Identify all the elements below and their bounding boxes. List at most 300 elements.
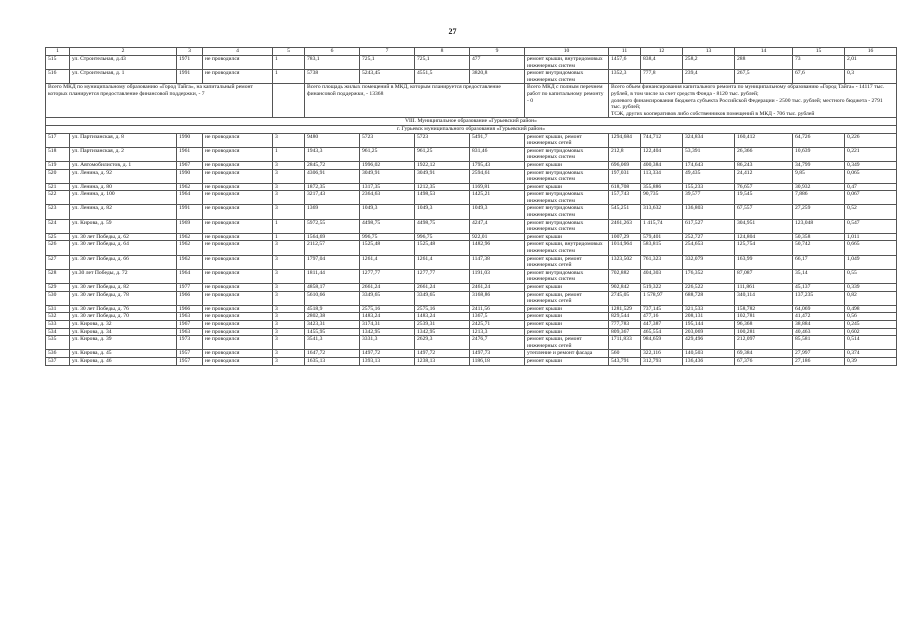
cell-area_res: 3331,3 <box>360 336 415 350</box>
cell-v12: 404,303 <box>641 269 683 283</box>
cell-v14: 212,097 <box>735 336 793 350</box>
cell-addr: ул. 30 лет Победы, д. 76 <box>70 305 177 313</box>
cell-work: утепление и ремонт фасада <box>525 350 609 358</box>
cell-addr: ул. 30 лет Победы, д. 62 <box>70 233 177 241</box>
table-row <box>46 147 897 161</box>
column-number: 16 <box>845 48 897 56</box>
cell-v13: 208,131 <box>683 313 735 321</box>
cell-area_liv: 2425,71 <box>470 320 525 328</box>
cell-year: 1962 <box>177 183 203 191</box>
cell-addr: ул. Кирова, д. 34 <box>70 328 177 336</box>
cell-area_res2: 1498,53 <box>415 191 470 205</box>
cell-work: ремонт крыши, ремонт инженерных сетей <box>525 133 609 147</box>
cell-n: 535 <box>46 336 70 350</box>
cell-v15: 123,048 <box>793 219 845 233</box>
cell-v15: 38,884 <box>793 320 845 328</box>
cell-repair: не проводился <box>203 219 273 233</box>
cell-v13: 324,834 <box>683 133 735 147</box>
cell-work: ремонт крыши, внутридомовых инженерных систем <box>525 56 609 70</box>
cell-v13: 174,643 <box>683 161 735 169</box>
cell-year: 1990 <box>177 169 203 183</box>
cell-area_res2: 1922,12 <box>415 161 470 169</box>
cell-area_total: 1635,13 <box>305 357 360 365</box>
cell-repair: не проводился <box>203 191 273 205</box>
cell-repair: не проводился <box>203 269 273 283</box>
cell-repair: не проводился <box>203 233 273 241</box>
cell-v12: 312,793 <box>641 357 683 365</box>
cell-n: 524 <box>46 219 70 233</box>
column-number: 5 <box>273 48 305 56</box>
cell-v15: 40,463 <box>793 328 845 336</box>
cell-year: 1991 <box>177 70 203 84</box>
cell-repair: не проводился <box>203 305 273 313</box>
cell-area_res2: 3049,91 <box>415 169 470 183</box>
cell-area_total: 2845,72 <box>305 161 360 169</box>
cell-v12: 838,4 <box>641 56 683 70</box>
cell-year: 1957 <box>177 357 203 365</box>
cell-v13: 39,577 <box>683 191 735 205</box>
cell-floors: 3 <box>273 336 305 350</box>
cell-v11: 829,544 <box>609 313 641 321</box>
cell-area_res: 2575,16 <box>360 305 415 313</box>
cell-v14: 111,861 <box>735 284 793 292</box>
column-number-row <box>46 48 897 56</box>
column-number: 4 <box>203 48 273 56</box>
cell-v11: 777,783 <box>609 320 641 328</box>
cell-area_total: 1564,69 <box>305 233 360 241</box>
cell-addr: ул.30 лет Победы, д. 72 <box>70 269 177 283</box>
cell-v15: 64,726 <box>793 133 845 147</box>
cell-area_res2: 1049,3 <box>415 205 470 219</box>
cell-v12: 777,8 <box>641 70 683 84</box>
cell-v13: 136,436 <box>683 357 735 365</box>
cell-v13: 239,4 <box>683 70 735 84</box>
cell-v12: 1 415,74 <box>641 219 683 233</box>
cell-area_res2: 1525,48 <box>415 241 470 255</box>
cell-area_res: 1497,72 <box>360 350 415 358</box>
cell-area_res: 3349,65 <box>360 291 415 305</box>
cell-year: 1964 <box>177 191 203 205</box>
cell-area_res2: 2629,3 <box>415 336 470 350</box>
table-row <box>46 350 897 358</box>
cell-v13: 49,435 <box>683 169 735 183</box>
cell-v14: 124,804 <box>735 233 793 241</box>
cell-area_liv: 2411,56 <box>470 305 525 313</box>
cell-v11: 545,251 <box>609 205 641 219</box>
table-row <box>46 305 897 313</box>
table-row <box>46 233 897 241</box>
cell-v12: 122,404 <box>641 147 683 161</box>
cell-addr: ул. Кирова, д. 46 <box>70 357 177 365</box>
cell-floors: 3 <box>273 350 305 358</box>
cell-v11: 1323,502 <box>609 255 641 269</box>
cell-v13: 688,728 <box>683 291 735 305</box>
cell-v14: 160,412 <box>735 133 793 147</box>
cell-addr: ул. Ленина, д. 100 <box>70 191 177 205</box>
cell-work: ремонт внутридомовых инженерных систем <box>525 269 609 283</box>
cell-n: 529 <box>46 284 70 292</box>
cell-area_total: 1369 <box>305 205 360 219</box>
cell-v12: 90,735 <box>641 191 683 205</box>
cell-v16: 0,3 <box>845 70 897 84</box>
cell-area_res: 2364,63 <box>360 191 415 205</box>
cell-v16: 0,547 <box>845 219 897 233</box>
cell-v12: 737,145 <box>641 305 683 313</box>
cell-addr: ул. Партизанская, д. 2 <box>70 147 177 161</box>
subsection-title: г. Гурьевск муниципального образования «Гурьевский район» <box>46 125 897 133</box>
cell-n: 523 <box>46 205 70 219</box>
summary-mkd-count: Всего МКД по муниципальному образованию «Город Тайга», на капитальный ремонт которых планируется предоставление финансовой поддержки, - 7 <box>46 84 273 118</box>
cell-v15: 27,997 <box>793 350 845 358</box>
cell-v12: 447,387 <box>641 320 683 328</box>
cell-floors: 3 <box>273 161 305 169</box>
cell-v14: 163,99 <box>735 255 793 269</box>
cell-v11: 543,791 <box>609 357 641 365</box>
cell-v14: 87,087 <box>735 269 793 283</box>
cell-year: 1990 <box>177 133 203 147</box>
cell-v11: 1007,29 <box>609 233 641 241</box>
cell-area_res: 2661,24 <box>360 284 415 292</box>
cell-area_liv: 1367,5 <box>470 313 525 321</box>
cell-area_total: 4306,91 <box>305 169 360 183</box>
table-row <box>46 169 897 183</box>
cell-v11: 197,031 <box>609 169 641 183</box>
cell-v12: 477,16 <box>641 313 683 321</box>
summary-financing-3: ТСЖ, других кооперативов либо собственников помещений в МКД - 706 тыс. рублей <box>611 110 815 117</box>
cell-area_res2: 2661,24 <box>415 284 470 292</box>
cell-repair: не проводился <box>203 284 273 292</box>
cell-n: 534 <box>46 328 70 336</box>
cell-v14: 67,376 <box>735 357 793 365</box>
subsection-title-row <box>46 125 897 133</box>
cell-v16: 0,498 <box>845 305 897 313</box>
cell-v15: 67,6 <box>793 70 845 84</box>
cell-v14: 26,366 <box>735 147 793 161</box>
cell-year: 1964 <box>177 269 203 283</box>
cell-n: 517 <box>46 133 70 147</box>
cell-v15: 27,186 <box>793 357 845 365</box>
cell-year: 1967 <box>177 161 203 169</box>
cell-addr: ул. Ленина, д. 80 <box>70 183 177 191</box>
cell-work: ремонт внутридомовых инженерных систем <box>525 169 609 183</box>
cell-v15: 10,639 <box>793 147 845 161</box>
cell-area_res: 996,75 <box>360 233 415 241</box>
cell-v16: 0,82 <box>845 291 897 305</box>
summary-financing <box>609 84 897 118</box>
cell-n: 528 <box>46 269 70 283</box>
cell-v11: 1014,964 <box>609 241 641 255</box>
cell-work: ремонт крыши, ремонт инженерных сетей <box>525 336 609 350</box>
table-row <box>46 191 897 205</box>
cell-v15: 66,17 <box>793 255 845 269</box>
cell-v11: 696,069 <box>609 161 641 169</box>
cell-repair: не проводился <box>203 255 273 269</box>
cell-area_res: 1317,35 <box>360 183 415 191</box>
cell-year: 1973 <box>177 336 203 350</box>
cell-area_res: 1393,13 <box>360 357 415 365</box>
cell-v13: 429,496 <box>683 336 735 350</box>
cell-year: 1991 <box>177 205 203 219</box>
cell-year: 1966 <box>177 305 203 313</box>
cell-year: 1963 <box>177 313 203 321</box>
summary-financing-2: долевого финансирования бюджета субъекта Российской Федерации - 2500 тыс. рублей; местного бюджета - 2791 тыс. рублей; <box>611 97 883 111</box>
cell-v14: 76,657 <box>735 183 793 191</box>
cell-area_liv: 2476,7 <box>470 336 525 350</box>
cell-area_res: 5723 <box>360 133 415 147</box>
cell-area_liv: 2461,24 <box>470 284 525 292</box>
cell-floors: 3 <box>273 255 305 269</box>
cell-v16: 0,226 <box>845 133 897 147</box>
cell-n: 515 <box>46 56 70 70</box>
cell-area_total: 1647,72 <box>305 350 360 358</box>
cell-repair: не проводился <box>203 241 273 255</box>
cell-area_res2: 1212,35 <box>415 183 470 191</box>
table-row <box>46 336 897 350</box>
cell-n: 537 <box>46 357 70 365</box>
table-row <box>46 255 897 269</box>
cell-n: 532 <box>46 313 70 321</box>
cell-floors: 1 <box>273 56 305 70</box>
cell-area_res: 4498,75 <box>360 219 415 233</box>
cell-v15: 50,742 <box>793 241 845 255</box>
cell-v13: 254,653 <box>683 241 735 255</box>
cell-repair: не проводился <box>203 70 273 84</box>
cell-v16: 2,01 <box>845 56 897 70</box>
cell-area_res2: 1483,24 <box>415 313 470 321</box>
cell-v16: 0,52 <box>845 205 897 219</box>
cell-v11: 702,882 <box>609 269 641 283</box>
cell-area_total: 1797,04 <box>305 255 360 269</box>
cell-area_res: 3049,91 <box>360 169 415 183</box>
cell-area_res2: 996,75 <box>415 233 470 241</box>
cell-year: 1962 <box>177 241 203 255</box>
cell-floors: 3 <box>273 191 305 205</box>
cell-work: ремонт внутридомовых инженерных систем <box>525 205 609 219</box>
table-row <box>46 183 897 191</box>
cell-v13: 203,069 <box>683 328 735 336</box>
cell-area_total: 1943,3 <box>305 147 360 161</box>
cell-n: 519 <box>46 161 70 169</box>
cell-work: ремонт крыши <box>525 328 609 336</box>
cell-year: 1967 <box>177 320 203 328</box>
cell-v13: 321,533 <box>683 305 735 313</box>
cell-v13: 226,522 <box>683 284 735 292</box>
cell-v16: 0,514 <box>845 336 897 350</box>
cell-v15: 137,235 <box>793 291 845 305</box>
cell-v11: 902,842 <box>609 284 641 292</box>
cell-work: ремонт внутридомовых инженерных систем <box>525 70 609 84</box>
cell-v13: 195,144 <box>683 320 735 328</box>
cell-addr: ул. 30 лет Победы, д. 82 <box>70 284 177 292</box>
cell-v12: 313,632 <box>641 205 683 219</box>
cell-area_res: 961,25 <box>360 147 415 161</box>
cell-area_liv: 831,46 <box>470 147 525 161</box>
cell-area_liv: 5491,7 <box>470 133 525 147</box>
table-body <box>46 48 897 366</box>
cell-v16: 1,011 <box>845 233 897 241</box>
cell-v11: 618,708 <box>609 183 641 191</box>
cell-n: 530 <box>46 291 70 305</box>
cell-v15: 73 <box>793 56 845 70</box>
column-number: 6 <box>305 48 360 56</box>
cell-work: ремонт крыши <box>525 161 609 169</box>
cell-repair: не проводился <box>203 161 273 169</box>
cell-area_total: 783,1 <box>305 56 360 70</box>
cell-area_res: 1261,4 <box>360 255 415 269</box>
cell-area_liv: 3820,8 <box>470 70 525 84</box>
cell-v15: 64,069 <box>793 305 845 313</box>
cell-floors: 3 <box>273 284 305 292</box>
cell-v12: 579,401 <box>641 233 683 241</box>
cell-area_total: 5738 <box>305 70 360 84</box>
cell-n: 521 <box>46 183 70 191</box>
cell-v14: 69,384 <box>735 350 793 358</box>
cell-v16: 0,602 <box>845 328 897 336</box>
cell-v14: 125,754 <box>735 241 793 255</box>
cell-work: ремонт крыши <box>525 313 609 321</box>
cell-v15: 34,799 <box>793 161 845 169</box>
cell-floors: 3 <box>273 133 305 147</box>
cell-v14: 158,782 <box>735 305 793 313</box>
cell-v13: 53,391 <box>683 147 735 161</box>
cell-v15: 41,472 <box>793 313 845 321</box>
repair-program-table <box>45 47 897 366</box>
cell-v11: 809,367 <box>609 328 641 336</box>
cell-addr: ул. 30 лет Победы, д. 78 <box>70 291 177 305</box>
cell-v14: 19,545 <box>735 191 793 205</box>
cell-v14: 24,412 <box>735 169 793 183</box>
cell-repair: не проводился <box>203 169 273 183</box>
column-number: 15 <box>793 48 845 56</box>
cell-v16: 0,665 <box>845 241 897 255</box>
cell-v13: 136,803 <box>683 205 735 219</box>
cell-area_liv: 1147,38 <box>470 255 525 269</box>
column-number: 14 <box>735 48 793 56</box>
cell-addr: ул. Строительная, д.43 <box>70 56 177 70</box>
cell-area_res: 1525,48 <box>360 241 415 255</box>
cell-v12: 744,712 <box>641 133 683 147</box>
cell-floors: 1 <box>273 233 305 241</box>
summary-spacer <box>273 84 305 118</box>
cell-v13: 332,079 <box>683 255 735 269</box>
cell-v16: 0,56 <box>845 313 897 321</box>
column-number: 7 <box>360 48 415 56</box>
cell-n: 525 <box>46 233 70 241</box>
cell-area_total: 1811,44 <box>305 269 360 283</box>
cell-area_res2: 4551,5 <box>415 70 470 84</box>
cell-n: 522 <box>46 191 70 205</box>
cell-v13: 140,503 <box>683 350 735 358</box>
cell-n: 527 <box>46 255 70 269</box>
cell-v15: 35,14 <box>793 269 845 283</box>
cell-area_liv: 1795,43 <box>470 161 525 169</box>
cell-area_res2: 2539,31 <box>415 320 470 328</box>
cell-v16: 0,221 <box>845 147 897 161</box>
table-row <box>46 284 897 292</box>
cell-v13: 252,727 <box>683 233 735 241</box>
table-row <box>46 291 897 305</box>
cell-addr: ул. Кирова, д. 32 <box>70 320 177 328</box>
cell-area_liv: 4247,4 <box>470 219 525 233</box>
cell-area_res2: 1261,4 <box>415 255 470 269</box>
cell-v12: 761,323 <box>641 255 683 269</box>
cell-repair: не проводился <box>203 133 273 147</box>
cell-area_liv: 1213,3 <box>470 328 525 336</box>
cell-repair: не проводился <box>203 183 273 191</box>
column-number: 3 <box>177 48 203 56</box>
cell-v12: 519,322 <box>641 284 683 292</box>
cell-v12: 322,116 <box>641 350 683 358</box>
cell-floors: 3 <box>273 241 305 255</box>
cell-v12: 1 578,97 <box>641 291 683 305</box>
cell-v14: 96,368 <box>735 320 793 328</box>
cell-area_liv: 1425,21 <box>470 191 525 205</box>
cell-v15: 50,358 <box>793 233 845 241</box>
cell-year: 1962 <box>177 255 203 269</box>
cell-area_liv: 1049,3 <box>470 205 525 219</box>
cell-v11: 2745,05 <box>609 291 641 305</box>
cell-area_res2: 1497,72 <box>415 350 470 358</box>
cell-v14: 267,5 <box>735 70 793 84</box>
cell-repair: не проводился <box>203 205 273 219</box>
table-row <box>46 328 897 336</box>
cell-area_res2: 725,1 <box>415 56 470 70</box>
cell-v15: 30,932 <box>793 183 845 191</box>
cell-v11: 157,743 <box>609 191 641 205</box>
cell-floors: 3 <box>273 269 305 283</box>
cell-area_total: 5972,55 <box>305 219 360 233</box>
cell-floors: 3 <box>273 183 305 191</box>
cell-area_res: 1277,77 <box>360 269 415 283</box>
table-row <box>46 241 897 255</box>
cell-v16: 0,245 <box>845 320 897 328</box>
cell-repair: не проводился <box>203 320 273 328</box>
cell-area_res2: 4498,75 <box>415 219 470 233</box>
cell-floors: 3 <box>273 313 305 321</box>
cell-addr: ул. Партизанская, д. 8 <box>70 133 177 147</box>
cell-v14: 100,281 <box>735 328 793 336</box>
cell-work: ремонт крыши <box>525 233 609 241</box>
cell-floors: 3 <box>273 291 305 305</box>
cell-area_liv: 1169,81 <box>470 183 525 191</box>
cell-addr: ул. Ленина, д. 82 <box>70 205 177 219</box>
cell-v11: 1352,3 <box>609 70 641 84</box>
cell-area_res: 1996,02 <box>360 161 415 169</box>
cell-addr: ул. Кирова, д. 39 <box>70 336 177 350</box>
cell-addr: ул. 30 лет Победы, д. 70 <box>70 313 177 321</box>
cell-area_total: 9480 <box>305 133 360 147</box>
cell-v16: 0,339 <box>845 284 897 292</box>
cell-year: 1971 <box>177 56 203 70</box>
cell-v14: 340,114 <box>735 291 793 305</box>
cell-v14: 304,951 <box>735 219 793 233</box>
cell-v11: 2461,263 <box>609 219 641 233</box>
cell-area_liv: 922,01 <box>470 233 525 241</box>
cell-floors: 3 <box>273 320 305 328</box>
cell-repair: не проводился <box>203 291 273 305</box>
cell-addr: ул. 30 лет Победы, д. 66 <box>70 255 177 269</box>
cell-year: 1963 <box>177 328 203 336</box>
cell-area_liv: 1497,73 <box>470 350 525 358</box>
summary-row <box>46 84 897 118</box>
column-number: 13 <box>683 48 735 56</box>
cell-work: ремонт внутридомовых инженерных систем <box>525 147 609 161</box>
cell-floors: 1 <box>273 219 305 233</box>
cell-work: ремонт крыши, ремонт инженерных сетей <box>525 255 609 269</box>
table-row <box>46 219 897 233</box>
cell-v16: 0,067 <box>845 191 897 205</box>
cell-repair: не проводился <box>203 336 273 350</box>
